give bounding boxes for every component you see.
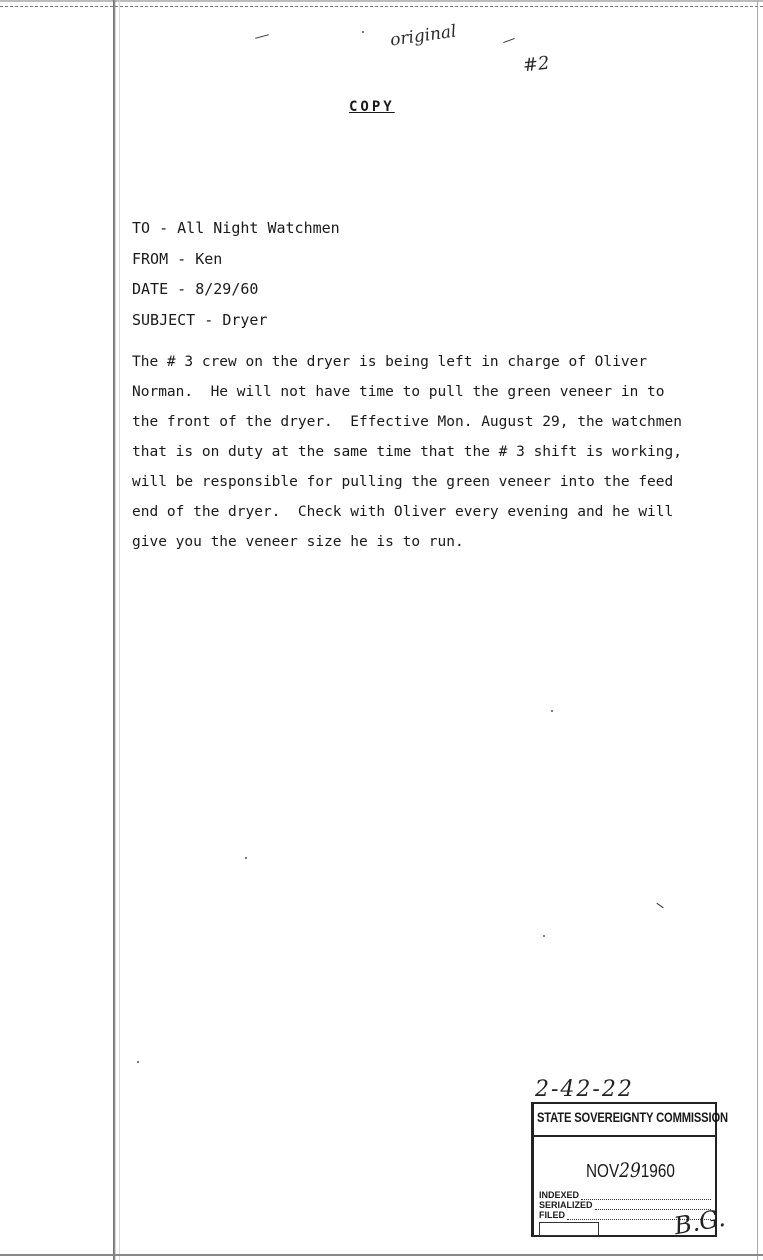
stamp-field-serialized: [539, 1200, 711, 1210]
handwritten-number-note: #2: [521, 52, 551, 77]
date-field: [132, 280, 340, 311]
stamp-box: [539, 1222, 599, 1236]
memo-body: [132, 352, 712, 562]
handwritten-file-number: 2-42-22: [535, 1077, 634, 1102]
body-line: will be responsible for pulling the green veneer into the feed: [132, 474, 674, 490]
field-separator: -: [168, 249, 196, 268]
stamp-field-line: [581, 1191, 711, 1200]
margin-line: [119, 0, 120, 1260]
pen-mark: [255, 34, 269, 39]
body-line: give you the veneer size he is to run.: [132, 534, 464, 550]
speck-mark: [137, 1061, 139, 1063]
pen-mark: [503, 38, 515, 43]
from-label: FROM: [132, 249, 169, 268]
to-label: TO: [132, 219, 151, 237]
stamp-date-month: NOV: [586, 1161, 620, 1181]
field-separator: -: [168, 280, 196, 298]
from-field: [132, 250, 340, 281]
subject-value: Dryer: [222, 310, 268, 329]
stamp-field-label: FILED: [539, 1210, 565, 1220]
stamp-field-label: SERIALIZED: [539, 1200, 593, 1210]
from-value: Ken: [195, 249, 223, 268]
to-field: [132, 219, 340, 250]
handwritten-original-note: original: [388, 21, 458, 51]
subject-field: [132, 311, 340, 342]
field-separator: -: [150, 219, 178, 237]
to-value: All Night Watchmen: [177, 219, 340, 237]
date-label: DATE: [132, 280, 169, 298]
field-separator: -: [195, 310, 223, 329]
stamp-date-day: 29: [619, 1158, 641, 1182]
stamp-date: [586, 1158, 675, 1182]
pen-mark: [656, 903, 663, 908]
stamp-date-year: 1960: [640, 1161, 675, 1181]
stamp-divider: [534, 1135, 715, 1137]
speck-mark: [245, 857, 247, 859]
commission-received-stamp: [531, 1102, 728, 1241]
stamp-field-indexed: [539, 1190, 711, 1200]
body-line: that is on duty at the same time that the # 3 shift is working,: [132, 444, 682, 460]
binding-margin-line: [113, 0, 116, 1260]
body-line: Norman. He will not have time to pull the green veneer in to: [132, 384, 665, 400]
right-page-edge: [757, 0, 758, 1260]
copy-heading: COPY: [349, 99, 395, 115]
speck-mark: [551, 710, 553, 712]
stamp-field-label: INDEXED: [539, 1190, 580, 1200]
stamp-initials: B.G.: [671, 1203, 728, 1241]
subject-label: SUBJECT: [132, 310, 196, 329]
speck-mark: [362, 31, 364, 33]
memo-header: [132, 219, 340, 341]
body-line: The # 3 crew on the dryer is being left in charge of Oliver: [132, 354, 648, 370]
scan-bottom-edge: [0, 1254, 763, 1256]
speck-mark: [543, 935, 545, 937]
body-line: the front of the dryer. Effective Mon. August 29, the watchmen: [132, 414, 682, 430]
date-value: 8/29/60: [195, 280, 259, 298]
stamp-title: STATE SOVEREIGNTY COMMISSION: [537, 1109, 728, 1125]
body-line: end of the dryer. Check with Oliver every evening and he will: [132, 504, 674, 520]
